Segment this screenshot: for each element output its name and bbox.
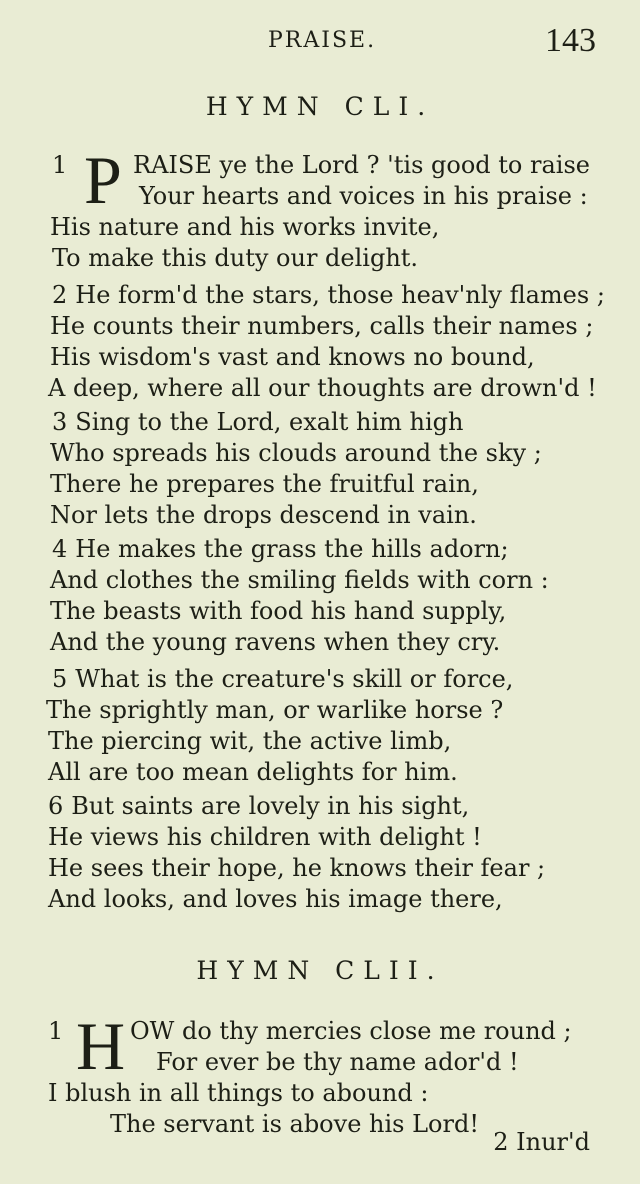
stanza-number: 2 [52, 281, 68, 309]
verse-line-numbered [52, 664, 513, 694]
verse-line-numbered [52, 280, 605, 310]
verse-line: And looks, and loves his image there, [48, 885, 503, 913]
verse-line: Who spreads his clouds around the sky ; [50, 439, 542, 467]
catchword: 2 Inur'd [493, 1128, 590, 1156]
verse-line: The sprightly man, or warlike horse ? [46, 696, 504, 724]
hymn-title-clii: HYMN CLII. [196, 956, 444, 985]
verse-line: OW do thy mercies close me round ; [130, 1017, 572, 1045]
verse-line-numbered [52, 407, 463, 437]
verse-line: The beasts with food his hand supply, [50, 597, 507, 625]
verse-line: RAISE ye the Lord ? 'tis good to raise [133, 151, 590, 179]
page-number: 143 [545, 22, 596, 59]
hymn-title-cli: HYMN CLI. [205, 92, 435, 121]
drop-cap: P [84, 142, 122, 218]
verse-line: Nor lets the drops descend in vain. [50, 501, 477, 529]
verse-line: Your hearts and voices in his praise : [139, 182, 588, 210]
verse-line: He views his children with delight ! [48, 823, 482, 851]
stanza-number: 3 [52, 408, 68, 436]
verse-line: His nature and his works invite, [50, 213, 440, 241]
verse-line: His wisdom's vast and knows no bound, [50, 343, 535, 371]
verse-line: I blush in all things to abound : [48, 1079, 429, 1107]
drop-cap: H [76, 1008, 126, 1084]
verse-line: The piercing wit, the active limb, [48, 727, 452, 755]
verse-line: All are too mean delights for him. [48, 758, 458, 786]
stanza-number: 6 [48, 792, 64, 820]
verse-line: And the young ravens when they cry. [50, 628, 501, 656]
stanza-number: 1 [48, 1017, 64, 1045]
verse-line: The servant is above his Lord! [110, 1110, 479, 1138]
verse-line: He makes the grass the hills adorn; [75, 535, 509, 563]
verse-line: To make this duty our delight. [52, 244, 419, 272]
verse-line: For ever be thy name ador'd ! [156, 1048, 519, 1076]
stanza-number: 4 [52, 535, 68, 563]
verse-line: There he prepares the fruitful rain, [50, 470, 479, 498]
verse-line: But saints are lovely in his sight, [71, 792, 470, 820]
verse-line-numbered [48, 791, 469, 821]
verse-line: He form'd the stars, those heav'nly flames ; [75, 281, 605, 309]
stanza-number: 1 [52, 151, 68, 179]
verse-line: He counts their numbers, calls their names ; [50, 312, 594, 340]
verse-line: And clothes the smiling fields with corn : [50, 566, 549, 594]
verse-line: What is the creature's skill or force, [75, 665, 514, 693]
stanza-number: 5 [52, 665, 68, 693]
verse-line: Sing to the Lord, exalt him high [75, 408, 464, 436]
verse-line: He sees their hope, he knows their fear ; [48, 854, 546, 882]
verse-line-numbered [52, 534, 509, 564]
running-head: PRAISE. [268, 28, 377, 53]
verse-line: A deep, where all our thoughts are drown'd ! [48, 374, 597, 402]
